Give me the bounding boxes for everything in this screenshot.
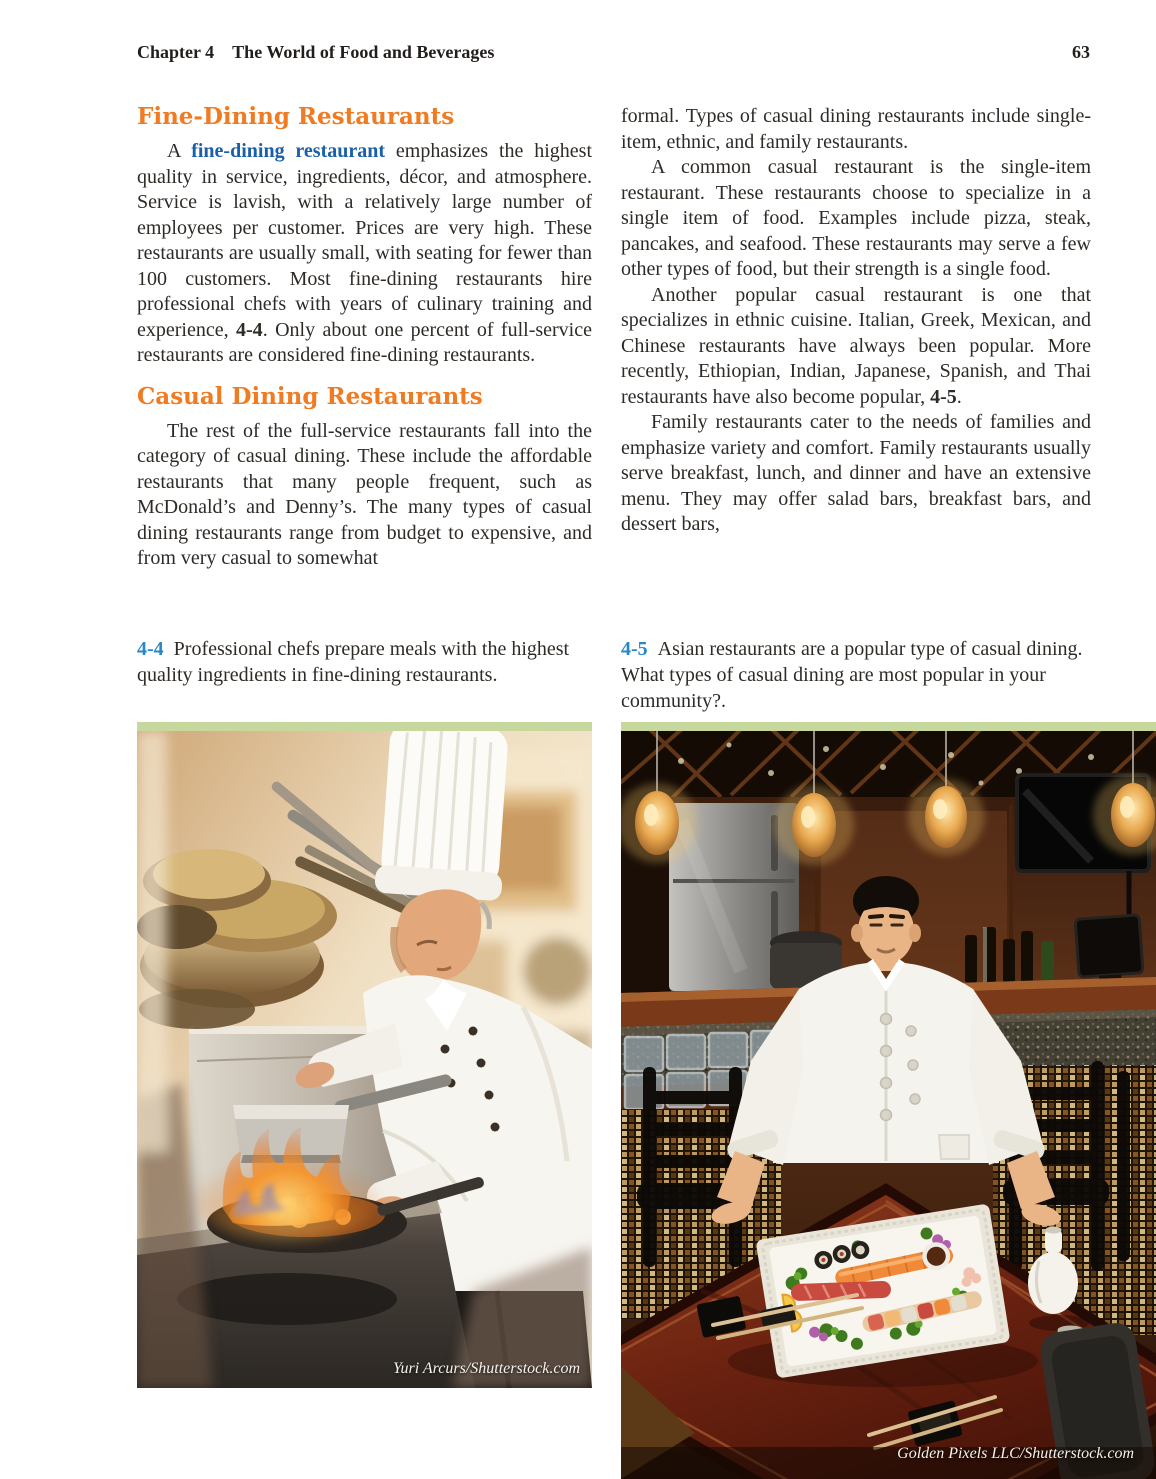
sushi-restaurant-illustration — [621, 731, 1156, 1479]
text-segment: . — [956, 385, 962, 408]
figure-reference-4-4: 4-4 — [236, 318, 263, 341]
figure-4-4-photo — [137, 731, 592, 1388]
figure-reference-4-5: 4-5 — [930, 385, 957, 408]
running-head — [137, 42, 1090, 63]
figure-4-4-caption-text: Professional chefs prepare meals with the highest quality ingredients in fine-dining restaurants. — [137, 638, 570, 686]
chef-kitchen-illustration — [137, 731, 592, 1388]
chapter-title: The World of Food and Beverages — [232, 42, 495, 62]
chapter-label: Chapter 4 — [137, 42, 215, 62]
figure-top-bar — [137, 722, 592, 731]
text-segment: Another popular casual restaurant is one that specializes in ethnic cuisine. Italian, Greek, Mexican, and Chinese restaurants have always been popular. More recently, Ethiopian, Indian, Japanese, Spanish, and Thai restaurants have also become popular, — [621, 283, 1091, 408]
section-heading-casual-dining: Casual Dining Restaurants — [137, 382, 483, 410]
figure-top-bar — [621, 722, 1156, 731]
figure-4-5 — [621, 722, 1156, 1479]
right-column — [621, 104, 1091, 538]
figure-4-4-caption — [137, 636, 592, 688]
paragraph-single-item: A common casual restaurant is the single-item restaurant. These restaurants choose to specialize in a single item of food. Examples include pizza, steak, pancakes, and seafood. These restaurants may serve a few other types of food, but their strength is a single food. — [621, 156, 1091, 280]
paragraph-family: Family restaurants cater to the needs of families and emphasize variety and comfort. Family restaurants usually serve breakfast, lunch, and dinner and have an extensive menu. They may offer salad bars, breakfast bars, and dessert bars, — [621, 411, 1091, 535]
paragraph-casual-continued: formal. Types of casual dining restaurants include single-item, ethnic, and family restaurants. — [621, 105, 1091, 153]
text-segment: emphasizes the highest quality in service, ingredients, décor, and atmosphere. Service is lavish, with a relatively large number of employees per customer. Prices are very high. These restaurants are usually small, with seating for fewer than 100 customers. Most fine-dining restaurants hire professional chefs with years of culinary training and experience, — [137, 140, 593, 341]
figure-4-5-credit: Golden Pixels LLC/Shutterstock.com — [897, 1445, 1134, 1462]
section-heading-fine-dining: Fine-Dining Restaurants — [137, 103, 455, 130]
paragraph-ethnic — [621, 283, 1091, 411]
figure-4-4 — [137, 722, 592, 1388]
left-column — [137, 104, 592, 572]
paragraph-casual-intro: The rest of the full-service restaurants fall into the category of casual dining. These include the affordable restaurants that many people frequent, such as McDonald’s and Denny’s. The many types of casual dining restaurants range from budget to expensive, and from very casual to somewhat — [137, 419, 592, 569]
figure-4-4-number: 4-4 — [137, 638, 164, 660]
figure-4-5-caption-text: Asian restaurants are a popular type of casual dining. What types of casual dining are most popular in your community?. — [621, 638, 1083, 712]
page-number: 63 — [1072, 42, 1090, 62]
key-term-fine-dining-restaurant: fine-dining restaurant — [191, 140, 386, 162]
text-segment: A — [167, 140, 192, 162]
paragraph-fine-dining — [137, 139, 592, 369]
figure-4-4-credit: Yuri Arcurs/Shutterstock.com — [393, 1360, 580, 1377]
figure-4-5-photo — [621, 731, 1156, 1479]
figure-4-5-number: 4-5 — [621, 638, 648, 660]
text-segment: . Only about one percent of full-service restaurants are considered fine-dining restaurants. — [137, 318, 592, 366]
figure-4-5-caption — [621, 636, 1093, 714]
